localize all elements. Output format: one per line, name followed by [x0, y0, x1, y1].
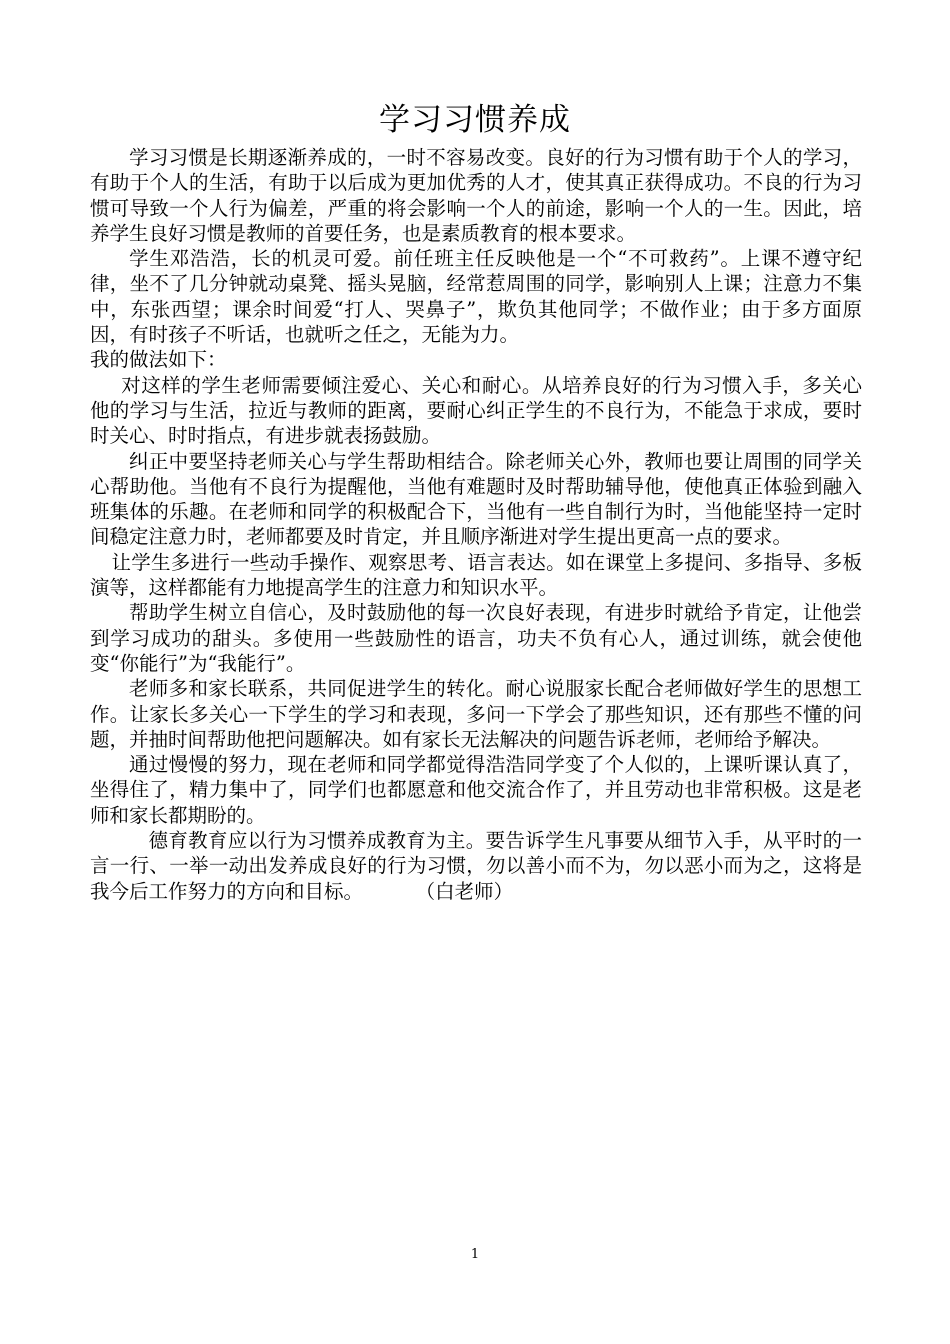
document-body [90, 145, 862, 904]
paragraph-method-help: 纠正中要坚持老师关心与学生帮助相结合。除老师关心外，教师也要让周围的同学关心帮助他。当他有不良行为提醒他，当他有难题时及时帮助辅导他，使他真正体验到融入班集体的乐趣。在老师和同学的积极配合下，当他有一些自制行为时，当他能坚持一定时间稳定注意力时，老师都要及时肯定，并且顺序渐进对学生提出更高一点的要求。 [90, 449, 862, 549]
paragraph-method-confidence: 帮助学生树立自信心，及时鼓励他的每一次良好表现，有进步时就给予肯定，让他尝到学习成功的甜头。多使用一些鼓励性的语言，功夫不负有心人，通过训练，就会使他变“你能行”为“我能行”。 [90, 601, 862, 675]
paragraph-method-care: 对这样的学生老师需要倾注爱心、关心和耐心。从培养良好的行为习惯入手，多关心他的学习与生活，拉近与教师的距离，要耐心纠正学生的不良行为，不能急于求成，要时时关心、时时指点，有进步就表扬鼓励。 [90, 373, 862, 448]
paragraph-student-case: 学生邓浩浩，长的机灵可爱。前任班主任反映他是一个“不可救药”。上课不遵守纪律，坐不了几分钟就动桌凳、摇头晃脑，经常惹周围的同学，影响别人上课；注意力不集中，东张西望；课余时间爱“打人、哭鼻子”，欺负其他同学；不做作业；由于多方面原因，有时孩子不听话，也就听之任之，无能为力。 [90, 247, 862, 347]
paragraph-result: 通过慢慢的努力，现在老师和同学都觉得浩浩同学变了个人似的，上课听课认真了，坐得住了，精力集中了，同学们也都愿意和他交流合作了，并且劳动也非常积极。这是老师和家长都期盼的。 [90, 753, 862, 827]
paragraph-method-practice: 让学生多进行一些动手操作、观察思考、语言表达。如在课堂上多提问、多指导、多板演等，这样都能有力地提高学生的注意力和知识水平。 [90, 550, 862, 600]
signature: （白老师） [425, 879, 514, 903]
paragraph-method-heading: 我的做法如下： [90, 348, 227, 372]
paragraph-conclusion-text: 德育教育应以行为习惯养成教育为主。要告诉学生凡事要从细节入手，从平时的一言一行、一举一动出发养成良好的行为习惯，勿以善小而不为，勿以恶小而为之，这将是我今后工作努力的方向和目标。 [90, 829, 862, 903]
page-number: 1 [470, 1247, 480, 1262]
document-title: 学习习惯养成 [379, 102, 571, 138]
paragraph-conclusion [90, 828, 862, 904]
paragraph-intro: 学习习惯是长期逐渐养成的，一时不容易改变。良好的行为习惯有助于个人的学习，有助于个人的生活，有助于以后成为更加优秀的人才，使其真正获得成功。不良的行为习惯可导致一个人行为偏差，严重的将会影响一个人的前途，影响一个人的一生。因此，培养学生良好习惯是教师的首要任务，也是素质教育的根本要求。 [90, 146, 862, 245]
paragraph-method-parents: 老师多和家长联系，共同促进学生的转化。耐心说服家长配合老师做好学生的思想工作。让家长多关心一下学生的学习和表现，多问一下学会了那些知识，还有那些不懂的问题，并抽时间帮助他把问题解决。如有家长无法解决的问题告诉老师，老师给予解决。 [90, 677, 862, 751]
